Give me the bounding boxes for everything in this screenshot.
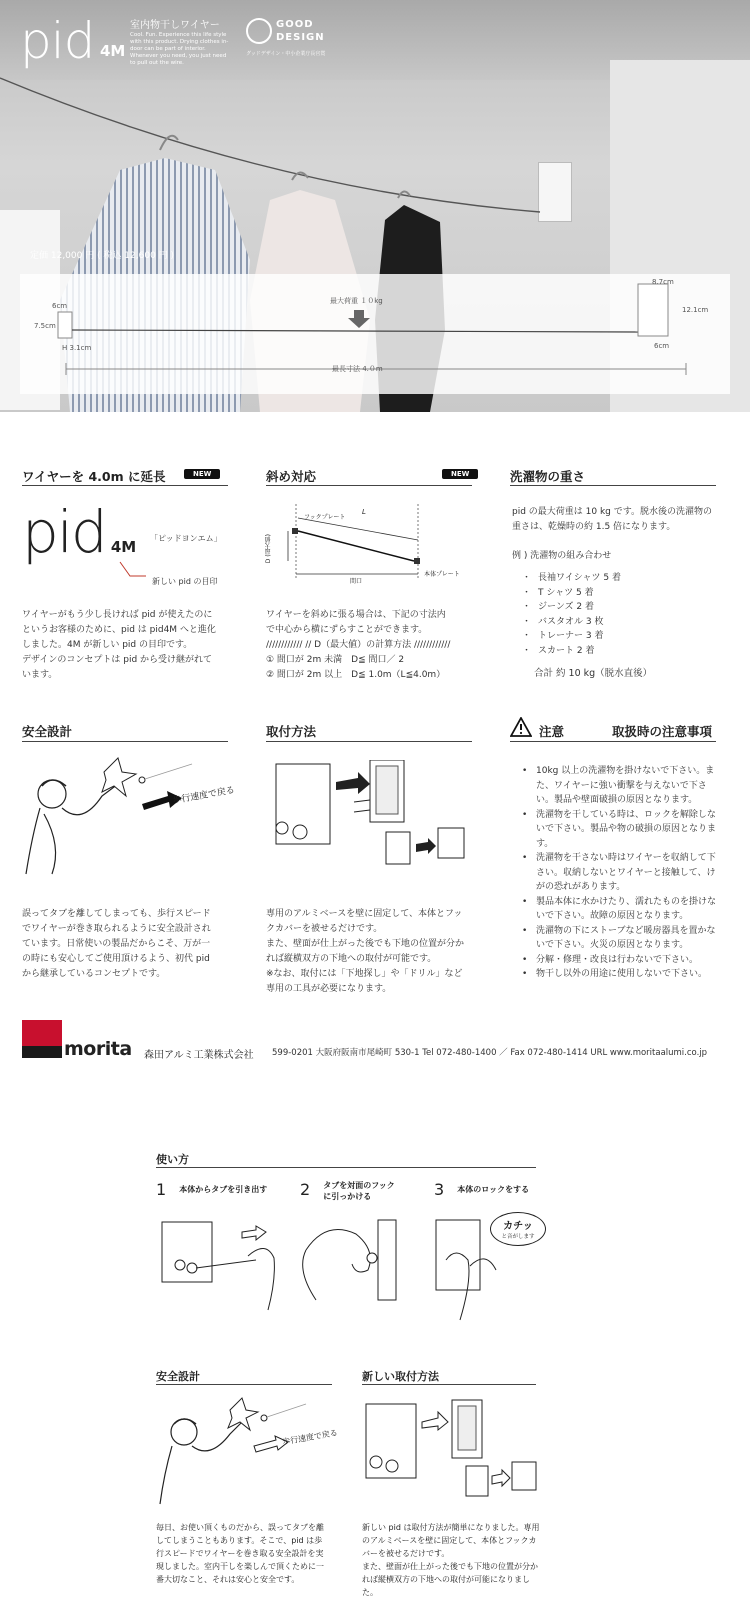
gd-label-2: DESIGN (276, 32, 325, 43)
diagram-gap-label: 間口 (350, 578, 363, 585)
step-number: 3 (434, 1180, 445, 1199)
mounting-line: また、壁面が仕上がった後でも下地の位置が分か (266, 939, 465, 949)
new-mount-body (362, 1521, 542, 1599)
click-bubble (490, 1212, 546, 1246)
spec-right-depth: 6cm (654, 342, 670, 350)
weight-items (524, 571, 621, 658)
bottom-safety-line: してしまうこともあります。そこで、pid は歩 (156, 1536, 323, 1545)
spec-left-width: 6cm (52, 302, 68, 310)
safety-line: から継承しているコンセプトです。 (22, 969, 166, 979)
divider (156, 1384, 332, 1385)
morita-logo-text: morita (64, 1038, 132, 1060)
extend-title: ワイヤーを 4.0m に延長 (22, 469, 166, 484)
new-badge: NEW (442, 469, 478, 479)
step-label: タブを対面のフック に引っかける (323, 1181, 395, 1201)
weight-intro (512, 505, 727, 535)
good-design-icon (246, 18, 272, 44)
extend-line: ワイヤーがもう少し長ければ pid が使えたのに (22, 610, 213, 620)
hero-banner (0, 0, 750, 412)
warning-icon (510, 717, 532, 737)
bottom-safety-arrow-label: 歩行速度で戻る (281, 1428, 339, 1447)
new-mount-line: のアルミベースを壁に固定して、本体とフックカ (362, 1536, 537, 1545)
weight-item: ・ トレーナー 3 着 (524, 629, 621, 644)
click-label: カチッ (503, 1221, 533, 1232)
divider (362, 1384, 536, 1385)
weight-total: 合計 約 10 kg（脱水直後） (534, 668, 653, 679)
bottom-safety-line: 現しました。室内干しを楽しんで頂くために一 (156, 1562, 324, 1571)
extend-body (22, 608, 237, 683)
new-mount-line: また、壁面が仕上がった後でも下地の位置が分か (362, 1562, 538, 1571)
divider (22, 485, 228, 486)
morita-logo-bar (22, 1046, 62, 1058)
gd-label-1: GOOD (276, 19, 314, 30)
caution-list (522, 764, 716, 982)
diagonal-line: ② 間口が 2m 以上 D≦ 1.0m（L≦4.0m） (266, 670, 446, 680)
pid-logo-text: pid (22, 498, 106, 566)
spec-length: 最長寸法 4.０m (332, 365, 383, 373)
safety-arrow-label: 歩行速度で戻る (171, 785, 236, 807)
spec-left-depth: H 3.1cm (62, 344, 92, 352)
howto-illustrations (156, 1210, 546, 1330)
caution-item: • 分解・修理・改良は行わないで下さい。 (522, 953, 716, 968)
diagonal-line: //////////// // D（最大値）の計算方法 //////////// (266, 640, 451, 650)
weight-intro-line: 重さは、乾燥時の約 1.5 倍になります。 (512, 522, 676, 532)
bottom-safety-line: 行スピードでワイヤーを巻き取る安全設計を実 (156, 1549, 324, 1558)
safety-line: ています。日常使いの製品だからこそ、万が一 (22, 939, 211, 949)
diagonal-line: で中心から横にずらすことができます。 (266, 625, 428, 635)
caution-item: • 洗濯物を干さない時はワイヤーを収納して下さい。収納しないとワイヤーと接触して、けがの恐れがあります。 (522, 851, 716, 895)
brand-suffix: 4M (100, 42, 126, 60)
caution-item: • 物干し以外の用途に使用しないで下さい。 (522, 967, 716, 982)
company-address: 599-0201 大阪府阪南市尾崎町 530-1 Tel 072-480-1400 ／ Fax 072-480-1414 URL www.moritaalumi.co.jp (272, 1048, 708, 1058)
caution-item: • 10kg 以上の洗濯物を掛けないで下さい。また、ワイヤーに強い衝撃を与えないで下さい。製品や壁面破損の原因となります。 (522, 764, 716, 808)
spec-load: 最大荷重 １０kg (330, 297, 383, 305)
howto-title: 使い方 (156, 1153, 189, 1166)
weight-example-title: 例 ) 洗濯物の組み合わせ (512, 551, 612, 561)
bottom-safety-line: 毎日、お使い頂くものだから、誤ってタブを離 (156, 1523, 324, 1532)
safety-line: の時にも安心してご使用頂けるよう、初代 pid (22, 954, 210, 964)
diagonal-line: ① 間口が 2m 未満 D≦ 間口／ 2 (266, 655, 405, 665)
mark-label: 新しい pid の目印 (152, 577, 218, 586)
step-number: 2 (300, 1180, 311, 1199)
mounting-line: クカバーを被せるだけです。 (266, 924, 383, 934)
new-mount-line: れば縦横双方の下地への取付が可能になりました。 (362, 1575, 530, 1597)
mounting-line: 専用のアルミベースを壁に固定して、本体とフッ (266, 909, 463, 919)
mounting-line: れば縦横双方の下地への取付が可能です。 (266, 954, 437, 964)
weight-item: ・ バスタオル 3 枚 (524, 615, 621, 630)
divider (266, 741, 472, 742)
extend-line: というお客様のために、pid は pid4M へと進化 (22, 625, 216, 635)
pid-logo-4m: 4M (110, 538, 137, 556)
new-mount-line: バーを被せるだけです。 (362, 1549, 450, 1558)
caution-item: • 製品本体に水かけたり、濡れたものを掛けないで下さい。故障の原因となります。 (522, 895, 716, 924)
spec-right-height: 12.1cm (682, 306, 709, 314)
caution-item: • 洗濯物を干している時は、ロックを解除しないで下さい。製品や物の破損の原因となります。 (522, 808, 716, 852)
bottom-safety-line: 番大切なこと、それは安心と安全です。 (156, 1575, 300, 1584)
caution-title: 注意 (539, 724, 565, 739)
divider (156, 1167, 536, 1168)
mounting-title: 取付方法 (266, 724, 317, 739)
bottom-safety-body (156, 1521, 336, 1586)
mounting-line: 専用の工具が必要になります。 (266, 984, 392, 994)
diagonal-title: 斜め対応 (266, 469, 317, 484)
safety-line: でワイヤーが巻き取られるように安全設計され (22, 924, 211, 934)
caution-item: • 洗濯物の下にストーブなど暖房器具を置かないで下さい。火災の原因となります。 (522, 924, 716, 953)
spec-left-height: 7.5cm (34, 322, 56, 330)
step-2 (300, 1180, 405, 1203)
extend-line: デザインのコンセプトは pid から受け継がれて (22, 655, 213, 665)
caution-title-right: 取扱時の注意事項 (612, 724, 713, 739)
mounting-illustration (266, 760, 476, 885)
diagram-l-label: L (362, 508, 366, 516)
divider (510, 485, 716, 486)
safety-line: 誤ってタブを離してしまっても、歩行スピード (22, 909, 211, 919)
step-number: 1 (156, 1180, 167, 1199)
diagram-hook-label: フックプレート (304, 514, 346, 521)
bottom-safety-title: 安全設計 (156, 1370, 200, 1383)
step-label: 本体からタブを引き出す (179, 1185, 268, 1194)
bottom-safety-illustration (156, 1396, 346, 1506)
tagline-body: Cool. Fun. Experience this life style with this product. Drying clothes in-door can be part of interior. Whenever you need, you just need to pull out the wire. (130, 32, 229, 66)
spec-diagram (20, 274, 730, 394)
weight-intro-line: pid の最大荷重は 10 kg です。脱水後の洗濯物の (512, 507, 713, 517)
weight-item: ・ 長袖ワイシャツ 5 着 (524, 571, 621, 586)
step-3 (434, 1180, 529, 1199)
new-mount-title: 新しい取付方法 (362, 1370, 439, 1383)
pid4m-logo (22, 498, 136, 566)
good-design-label (276, 18, 325, 44)
spec-panel (20, 274, 730, 394)
extend-line: います。 (22, 670, 58, 680)
safety-body (22, 907, 237, 982)
diagonal-line: ワイヤーを斜めに張る場合は、下記の寸法内 (266, 610, 446, 620)
divider (266, 485, 472, 486)
mounting-body (266, 907, 481, 997)
good-design-sub: グッドデザイン・中小企業庁長官賞 (246, 51, 326, 57)
mark-pointer (118, 560, 148, 582)
safety-illustration (22, 756, 242, 878)
weight-item: ・ T シャツ 5 着 (524, 586, 621, 601)
new-mount-illustration (362, 1396, 542, 1511)
mounting-line: ※なお、取付には「下地探し」や「ドリル」など (266, 969, 463, 979)
new-badge: NEW (184, 469, 220, 479)
company-name: 森田アルミ工業株式会社 (144, 1050, 254, 1061)
step-label: 本体のロックをする (457, 1185, 530, 1194)
divider (22, 741, 228, 742)
diagonal-body (266, 608, 481, 683)
weight-item: ・ スカート 2 着 (524, 644, 621, 659)
pid4m-reading: 「ピッドヨンエム」 (150, 534, 222, 543)
divider (510, 741, 716, 742)
tagline-title: 室内物干しワイヤー (130, 20, 220, 31)
safety-title: 安全設計 (22, 724, 73, 739)
weight-item: ・ ジーンズ 2 着 (524, 600, 621, 615)
step-1 (156, 1180, 267, 1199)
click-sub: と音がします (501, 1234, 535, 1240)
weight-title: 洗濯物の重さ (510, 469, 586, 484)
diagram-body-label: 本体プレート (424, 571, 460, 578)
spec-right-width: 8.7cm (652, 278, 674, 286)
price: 定価 12,000 円 ( 税込 12,600 円 ) (30, 251, 175, 261)
extend-line: しました。4M が新しい pid の目印です。 (22, 640, 193, 650)
new-mount-line: 新しい pid は取付方法が簡単になりました。専用 (362, 1523, 540, 1532)
brand-logo: pid (20, 12, 95, 70)
diagram-d-label: D (最大値) (265, 534, 272, 564)
